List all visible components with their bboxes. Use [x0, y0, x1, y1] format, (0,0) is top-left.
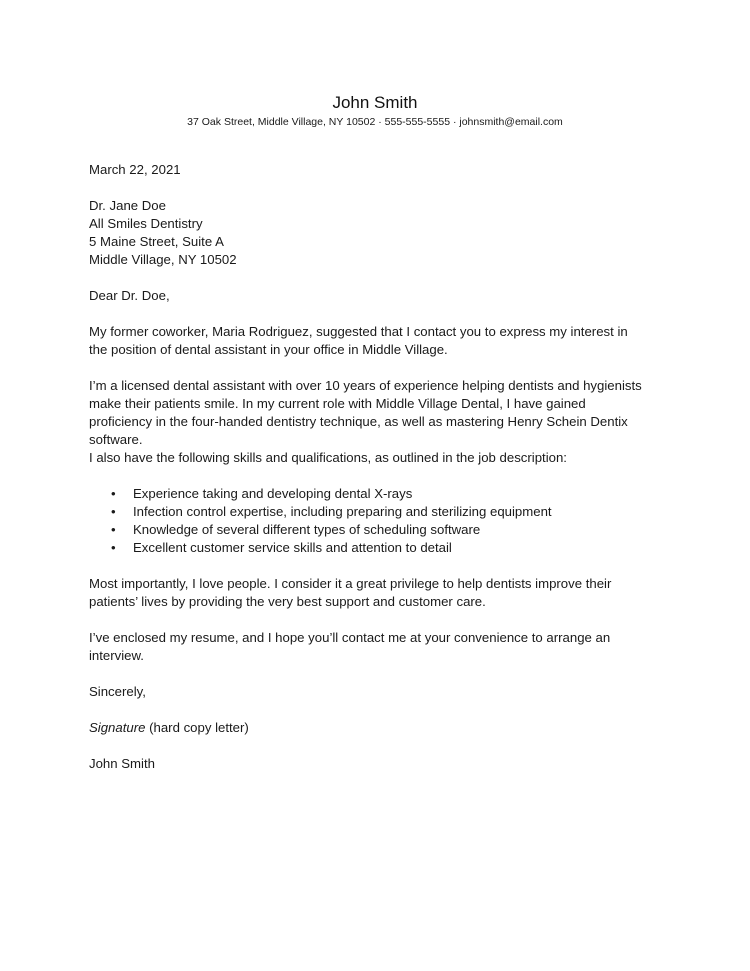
spacer	[89, 737, 669, 755]
paragraph-line: the position of dental assistant in your office in Middle Village.	[89, 342, 448, 357]
closing-phrase: Sincerely,	[89, 684, 146, 699]
recipient-city: Middle Village, NY 10502	[89, 252, 237, 267]
signature-line	[89, 719, 669, 737]
paragraph-line: make their patients smile. In my current role with Middle Village Dental, I have gained	[89, 396, 586, 411]
signature-note: (hard copy letter)	[145, 720, 249, 735]
letter-header	[0, 92, 750, 129]
recipient-name: Dr. Jane Doe	[89, 198, 166, 213]
paragraph-line: I also have the following skills and qualifications, as outlined in the job description:	[89, 450, 567, 465]
spacer	[89, 359, 669, 377]
paragraph-line: I’m a licensed dental assistant with over 10 years of experience helping dentists and hygienists	[89, 378, 642, 393]
paragraph-line: I’ve enclosed my resume, and I hope you’ll contact me at your convenience to arrange an	[89, 630, 611, 645]
skills-list	[89, 485, 669, 557]
sender-contact-line: 37 Oak Street, Middle Village, NY 10502 · 555-555-5555 · johnsmith@email.com	[187, 116, 563, 128]
spacer	[89, 269, 669, 287]
paragraph-line: proficiency in the four-handed dentistry technique, as well as mastering Henry Schein Dentix	[89, 414, 628, 429]
spacer	[89, 665, 669, 683]
paragraph-line: My former coworker, Maria Rodriguez, suggested that I contact you to express my interest in	[89, 324, 628, 339]
sender-name: John Smith	[332, 93, 418, 112]
list-item-text: Excellent customer service skills and attention to detail	[133, 540, 452, 555]
recipient-company: All Smiles Dentistry	[89, 216, 203, 231]
recipient-street: 5 Maine Street, Suite A	[89, 234, 224, 249]
bullet-icon: •	[111, 540, 116, 555]
letter-body	[89, 161, 669, 773]
bullet-icon: •	[111, 504, 116, 519]
recipient-address	[89, 197, 669, 269]
paragraph-experience	[89, 377, 669, 467]
paragraph-closing	[89, 629, 669, 665]
list-item-text: Knowledge of several different types of scheduling software	[133, 522, 481, 537]
bullet-icon: •	[111, 486, 116, 501]
list-item-text: Infection control expertise, including preparing and sterilizing equipment	[133, 504, 552, 519]
signature-label: Signature	[89, 720, 146, 735]
list-item-text: Experience taking and developing dental X-rays	[133, 486, 413, 501]
spacer	[89, 305, 669, 323]
list-item	[89, 521, 669, 539]
spacer	[89, 557, 669, 575]
paragraph-line: software.	[89, 432, 143, 447]
paragraph-line: interview.	[89, 648, 144, 663]
paragraph-line: Most importantly, I love people. I consider it a great privilege to help dentists improve their	[89, 576, 612, 591]
list-item	[89, 503, 669, 521]
paragraph-intro	[89, 323, 669, 359]
spacer	[89, 467, 669, 485]
list-item	[89, 539, 669, 557]
letter-date: March 22, 2021	[89, 162, 181, 177]
spacer	[89, 701, 669, 719]
list-item	[89, 485, 669, 503]
paragraph-motivation	[89, 575, 669, 611]
spacer	[89, 611, 669, 629]
salutation: Dear Dr. Doe,	[89, 288, 170, 303]
paragraph-line: patients’ lives by providing the very best support and customer care.	[89, 594, 486, 609]
signer-name: John Smith	[89, 756, 155, 771]
bullet-icon: •	[111, 522, 116, 537]
spacer	[89, 179, 669, 197]
